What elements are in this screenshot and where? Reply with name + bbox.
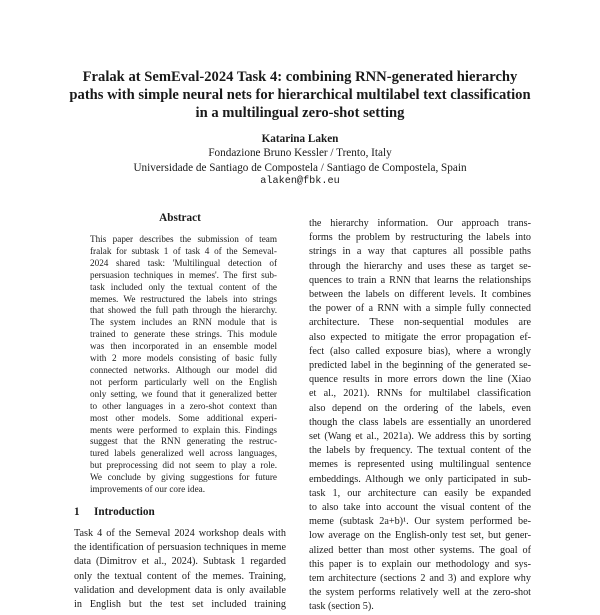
abstract-line: but preprocessing did not seem to play a role. (90, 460, 277, 471)
section-number: 1 (74, 506, 80, 518)
body-line: between the labels on different levels. It combines (309, 289, 531, 301)
body-line: the system performs relatively well at the zero-shot (309, 587, 531, 599)
abstract-heading: Abstract (159, 212, 201, 224)
abstract-line: that showed the full path through the hierarchy. (90, 305, 277, 316)
abstract-line: fralak for subtask 1 of task 4 of the Semeval- (90, 245, 277, 256)
body-line: to also take into account the visual content of the (309, 502, 531, 514)
body-line: architecture. These non-sequential modules are (309, 317, 531, 329)
affiliation: Universidade de Santiago de Compostela / Santiago de Compostela, Spain (133, 161, 467, 174)
affiliation: Fondazione Bruno Kessler / Trento, Italy (208, 147, 392, 160)
abstract-line: improvements of our core idea. (90, 484, 206, 495)
title-line: in a multilingual zero-shot setting (195, 105, 405, 121)
abstract-line: connected networks. Although our model did (90, 364, 277, 375)
body-line: the hierarchy information. Our approach trans- (309, 218, 531, 229)
intro-line: only the textual content of the memes. Training, (74, 570, 286, 582)
abstract-line: trained to generate these strings. This module (90, 329, 277, 340)
intro-line: validation and development data is only available (74, 584, 286, 596)
abstract-line: not perform particularly well on the English (90, 376, 277, 387)
body-line: though the class labels are essentially an unordered (309, 416, 531, 428)
body-line: alized better than most other systems. The goal of (309, 544, 531, 556)
section-title: Introduction (94, 506, 155, 518)
body-line: quence results in more errors down the line (Xiao (309, 374, 531, 386)
intro-line: in English but the test set included training (74, 599, 286, 611)
body-line: strings in a way that captures all possible paths (309, 246, 531, 258)
body-line: also depend on the ordering of the labels, even (309, 402, 531, 414)
intro-body (74, 527, 286, 612)
body-line: fect (also called exposure bias), where a wrongly (309, 345, 531, 357)
abstract-line: was then incorporated in an ensemble model (90, 341, 277, 352)
body-line: predicted label in the beginning of the generated se- (309, 360, 531, 372)
abstract-line: persuasion techniques in memes'. The first sub- (90, 269, 277, 280)
body-line: the labels by frequency. The textual content of the (309, 445, 531, 457)
body-line: memes is represented using multilingual sentence (309, 459, 531, 471)
body-line: low average on the English-only test set, but gener- (309, 530, 531, 542)
author-email: alaken@fbk.eu (260, 176, 340, 188)
author-block (40, 132, 560, 190)
abstract-line: only setting, we found that it generalized better (90, 388, 277, 399)
body-line: also expected to mitigate the error propagation ef- (309, 331, 531, 343)
abstract-line: We conclude by giving suggestions for future (90, 472, 277, 483)
body-line: embeddings. Although we only participated in sub- (309, 473, 531, 485)
body-line: task (section 5). (309, 601, 374, 613)
abstract-line: tured labels generalized well across languages, (90, 448, 277, 459)
section-heading (74, 506, 155, 518)
body-line: tem architecture (sections 2 and 3) and explore why (309, 573, 531, 585)
intro-line: data (Dimitrov et al., 2024). Subtask 1 regarded (74, 556, 286, 568)
body-line: this paper is to explain our methodology and sys- (309, 558, 531, 570)
abstract-line: task included only the textual content of the (90, 281, 277, 292)
title-line: Fralak at SemEval-2024 Task 4: combining RNN-generated hierarchy (82, 69, 518, 85)
abstract-line: memes. We restructured the labels into strings (90, 293, 277, 304)
abstract-line: The system includes an RNN module that is (90, 317, 277, 328)
body-line: forms the problem by restructuring the labels into (309, 232, 531, 244)
body-line: quences to train a RNN that learns the relationships (309, 274, 531, 286)
body-line: task 1, our architecture can easily be expanded (309, 487, 531, 499)
abstract-line: with 2 more models consisting of basic fully (90, 353, 277, 364)
paper-title (40, 68, 560, 122)
abstract-line: 2024 shared task: 'Multilingual detection of (90, 257, 277, 268)
author-name: Katarina Laken (261, 133, 339, 145)
abstract-line: This paper describes the submission of team (90, 234, 277, 244)
body-line: set (Wang et al., 2021a). We address this by sorting (309, 431, 531, 443)
abstract-line: ments were performed to explain this. Findings (90, 424, 277, 435)
abstract-body (90, 234, 277, 496)
abstract-line: suggest that the RNN generating the restruc- (90, 436, 277, 447)
body-line: through the hierarchy and uses these as target se- (309, 260, 531, 272)
right-column-body (309, 217, 531, 615)
title-line: paths with simple neural nets for hierarchical multilabel text classification (69, 87, 531, 103)
intro-line: the identification of persuasion techniques in meme (74, 542, 286, 554)
body-line: the power of a RNN with a simple fully connected (309, 303, 531, 315)
abstract-line: most other models. Some additional experi- (90, 412, 277, 423)
abstract-line: to other languages in a zero-shot context than (90, 400, 277, 411)
intro-line: Task 4 of the Semeval 2024 workshop deals with (74, 528, 286, 539)
body-line: et al., 2021). RNNs for multilabel classification (309, 388, 531, 400)
body-line: meme (subtask 2a+b)¹. Our system performed be- (309, 516, 531, 528)
